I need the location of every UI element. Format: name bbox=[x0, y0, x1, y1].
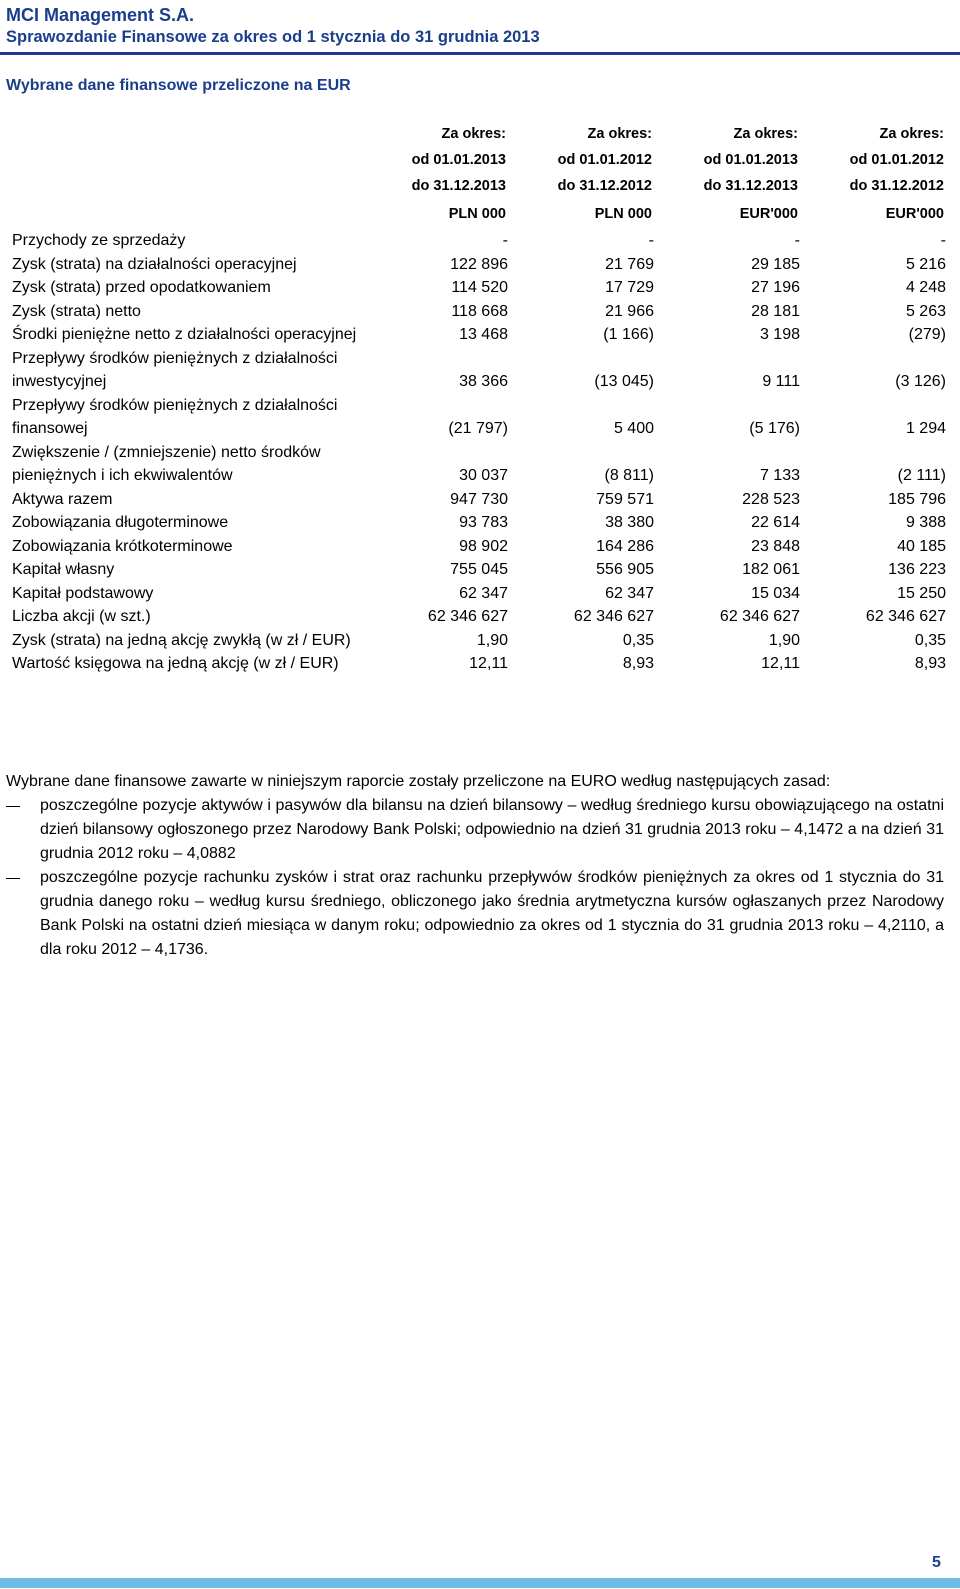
row-value: 17 729 bbox=[605, 279, 654, 296]
row-label: Kapitał własny bbox=[12, 561, 115, 578]
row-label: Zwiększenie / (zmniejszenie) netto środków pieniężnych i ich ekwiwalentów bbox=[12, 443, 321, 484]
row-value: (2 111) bbox=[897, 467, 946, 484]
page-header bbox=[6, 0, 540, 48]
row-label: Liczba akcji (w szt.) bbox=[12, 608, 151, 625]
row-value: 12,11 bbox=[469, 655, 508, 672]
table-row bbox=[10, 347, 954, 394]
column-header-unit: EUR'000 bbox=[739, 206, 798, 222]
company-name: MCI Management S.A. bbox=[6, 5, 195, 25]
notes-intro: Wybrane dane finansowe zawarte w niniejszym raporcie zostały przeliczone na EURO według następujących zasad: bbox=[6, 773, 831, 790]
row-value: 8,93 bbox=[622, 655, 654, 672]
column-header-line3: do 31.12.2012 bbox=[557, 178, 652, 194]
conversion-notes bbox=[6, 770, 944, 962]
row-value: 759 571 bbox=[596, 490, 654, 508]
row-value: - bbox=[940, 232, 946, 249]
row-value: 947 730 bbox=[450, 490, 508, 508]
row-value: - bbox=[502, 232, 508, 249]
page-number: 5 bbox=[932, 1554, 941, 1571]
row-value: 9 388 bbox=[905, 514, 946, 531]
row-value: 23 848 bbox=[751, 537, 800, 555]
header-row-line1 bbox=[10, 121, 954, 147]
column-header-line1: Za okres: bbox=[441, 126, 506, 142]
row-label: Zysk (strata) netto bbox=[12, 302, 141, 320]
column-header-line3: do 31.12.2013 bbox=[411, 178, 506, 194]
row-value: 28 181 bbox=[751, 302, 800, 320]
row-value: (5 176) bbox=[749, 420, 800, 437]
row-value: 182 061 bbox=[742, 561, 800, 578]
column-header-line3: do 31.12.2013 bbox=[703, 178, 798, 194]
header-rule bbox=[0, 52, 960, 55]
row-value: 1,90 bbox=[476, 631, 508, 649]
table-row bbox=[10, 253, 954, 277]
table-row bbox=[10, 276, 954, 300]
column-header-line2: od 01.01.2013 bbox=[411, 152, 506, 168]
row-label: Kapitał podstawowy bbox=[12, 584, 154, 602]
header-row-line2 bbox=[10, 147, 954, 173]
row-value: 7 133 bbox=[759, 467, 800, 484]
table-row bbox=[10, 629, 954, 653]
row-value: 8,93 bbox=[914, 655, 946, 672]
row-label: Zysk (strata) na działalności operacyjnej bbox=[12, 255, 297, 273]
row-value: 13 468 bbox=[459, 326, 508, 343]
column-header-line3: do 31.12.2012 bbox=[849, 178, 944, 194]
header-row-unit bbox=[10, 199, 954, 229]
row-value: (8 811) bbox=[604, 467, 654, 484]
row-value: 21 769 bbox=[605, 255, 654, 273]
row-value: 1,90 bbox=[768, 631, 800, 649]
row-label: Środki pieniężne netto z działalności operacyjnej bbox=[12, 326, 357, 343]
column-header-line1: Za okres: bbox=[733, 126, 798, 142]
table-row bbox=[10, 394, 954, 441]
row-label: Zobowiązania długoterminowe bbox=[12, 514, 229, 531]
row-value: 0,35 bbox=[622, 631, 654, 649]
row-label: Przychody ze sprzedaży bbox=[12, 232, 186, 249]
column-header-line2: od 01.01.2013 bbox=[703, 152, 798, 168]
row-value: 3 198 bbox=[759, 326, 800, 343]
row-value: (3 126) bbox=[895, 373, 946, 390]
table-row bbox=[10, 229, 954, 253]
column-header-line2: od 01.01.2012 bbox=[849, 152, 944, 168]
row-value: 62 347 bbox=[459, 584, 508, 602]
row-value: 5 263 bbox=[905, 302, 946, 320]
report-subtitle: Sprawozdanie Finansowe za okres od 1 stycznia do 31 grudnia 2013 bbox=[6, 28, 540, 46]
row-value: 62 346 627 bbox=[719, 608, 800, 625]
row-value: 556 905 bbox=[596, 561, 654, 578]
column-header-unit: PLN 000 bbox=[448, 206, 506, 222]
notes-list bbox=[6, 794, 944, 962]
list-item bbox=[6, 866, 944, 962]
row-value: (13 045) bbox=[594, 373, 654, 390]
row-value: 62 346 627 bbox=[573, 608, 654, 625]
header-blank-cell bbox=[10, 173, 370, 199]
row-value: (21 797) bbox=[448, 420, 508, 437]
row-value: 38 366 bbox=[459, 373, 508, 390]
list-item bbox=[6, 794, 944, 866]
row-value: 21 966 bbox=[605, 302, 654, 320]
row-label: Aktywa razem bbox=[12, 490, 113, 508]
row-value: 5 216 bbox=[905, 255, 946, 273]
row-value: 15 250 bbox=[897, 584, 946, 602]
header-blank-cell bbox=[10, 147, 370, 173]
footer-bar bbox=[0, 1578, 960, 1588]
table-row bbox=[10, 605, 954, 629]
row-label: Przepływy środków pieniężnych z działalności inwestycyjnej bbox=[12, 349, 338, 390]
row-value: 5 400 bbox=[613, 420, 654, 437]
row-value: 118 668 bbox=[451, 302, 508, 320]
row-label: Zobowiązania krótkoterminowe bbox=[12, 537, 233, 555]
row-label: Przepływy środków pieniężnych z działalności finansowej bbox=[12, 396, 338, 437]
row-value: 164 286 bbox=[596, 537, 654, 555]
row-value: 1 294 bbox=[905, 420, 946, 437]
row-value: 228 523 bbox=[742, 490, 800, 508]
row-value: 185 796 bbox=[888, 490, 946, 508]
row-value: 40 185 bbox=[897, 537, 946, 555]
row-value: 114 520 bbox=[451, 279, 508, 296]
row-value: 62 347 bbox=[605, 584, 654, 602]
row-label: Wartość księgowa na jedną akcję (w zł / EUR) bbox=[12, 655, 339, 672]
row-value: 15 034 bbox=[751, 584, 800, 602]
row-value: 27 196 bbox=[751, 279, 800, 296]
row-value: 22 614 bbox=[751, 514, 800, 531]
row-value: 30 037 bbox=[459, 467, 508, 484]
table-row bbox=[10, 323, 954, 347]
row-value: 122 896 bbox=[450, 255, 508, 273]
table-row bbox=[10, 652, 954, 676]
table-row bbox=[10, 582, 954, 606]
row-value: 9 111 bbox=[762, 373, 800, 390]
row-value: 4 248 bbox=[905, 279, 946, 296]
table-row bbox=[10, 558, 954, 582]
row-value: 98 902 bbox=[459, 537, 508, 555]
row-label: Zysk (strata) na jedną akcję zwykłą (w zł / EUR) bbox=[12, 631, 351, 649]
column-header-line1: Za okres: bbox=[879, 126, 944, 142]
note-text: poszczególne pozycje rachunku zysków i strat oraz rachunku przepływów środków pieniężnych za okres od 1 stycznia do 31 grudnia danego roku – według kursu średniego, obliczonego jako średnia arytmetyczna kursów ogłaszanych przez Narodowy Bank Polski na ostatni dzień miesiąca w danym roku; odpowiednio za okres od 1 stycznia do 31 grudnia 2013 roku – 4,2110, a dla roku 2012 – 4,1736. bbox=[40, 869, 944, 958]
table-row bbox=[10, 488, 954, 512]
row-value: 93 783 bbox=[459, 514, 508, 531]
row-label: Zysk (strata) przed opodatkowaniem bbox=[12, 279, 271, 296]
column-header-unit: EUR'000 bbox=[885, 206, 944, 222]
row-value: 29 185 bbox=[751, 255, 800, 273]
row-value: 755 045 bbox=[450, 561, 508, 578]
column-header-unit: PLN 000 bbox=[594, 206, 652, 222]
column-header-line2: od 01.01.2012 bbox=[557, 152, 652, 168]
header-blank-cell bbox=[10, 121, 370, 147]
table-row bbox=[10, 511, 954, 535]
section-title: Wybrane dane finansowe przeliczone na EUR bbox=[6, 77, 351, 94]
row-value: (279) bbox=[908, 326, 946, 343]
table-row bbox=[10, 441, 954, 488]
row-value: 12,11 bbox=[761, 655, 800, 672]
table-row bbox=[10, 300, 954, 324]
row-value: 38 380 bbox=[605, 514, 654, 531]
row-value: - bbox=[648, 232, 654, 249]
row-value: 136 223 bbox=[888, 561, 946, 578]
row-value: 0,35 bbox=[914, 631, 946, 649]
note-text: poszczególne pozycje aktywów i pasywów dla bilansu na dzień bilansowy – według średniego kursu obowiązującego na ostatni dzień bilansowy ogłoszonego przez Narodowy Bank Polski; odpowiednio na dzień 31 grudnia 2013 roku – 4,1472 a na dzień 31 grudnia 2012 roku – 4,0882 bbox=[40, 797, 944, 862]
financial-data-table bbox=[10, 121, 954, 676]
column-header-line1: Za okres: bbox=[587, 126, 652, 142]
header-row-line3 bbox=[10, 173, 954, 199]
row-value: - bbox=[794, 232, 800, 249]
row-value: 62 346 627 bbox=[427, 608, 508, 625]
table-row bbox=[10, 535, 954, 559]
row-value: 62 346 627 bbox=[865, 608, 946, 625]
row-value: (1 166) bbox=[603, 326, 654, 343]
header-blank-cell bbox=[10, 199, 370, 229]
